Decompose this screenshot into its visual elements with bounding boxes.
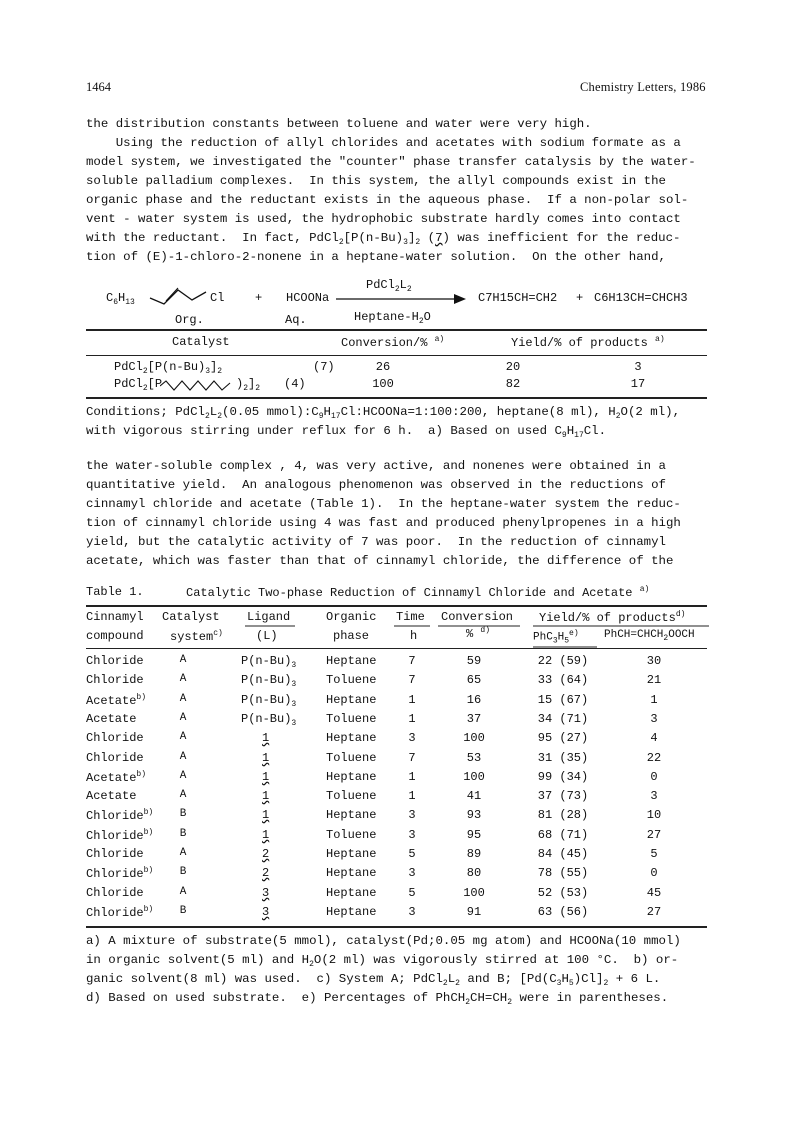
solvent-label: Heptane-$H_2O$ (354, 310, 431, 326)
ref-cell: (7) (313, 360, 335, 374)
ligand-cell: 1 (262, 789, 270, 803)
compound-cell: Chloride$^{b)}$ (86, 905, 154, 920)
table-rule (86, 926, 707, 928)
time-cell: 3 (408, 731, 416, 745)
yield-formate-cell: 0 (650, 866, 658, 880)
yield-phc3h5-cell: 81 (28) (537, 808, 589, 822)
text-line: the distribution constants between toluene and water were very high. (86, 117, 592, 131)
compound-cell: Acetate$^{b)}$ (86, 770, 147, 785)
phase-cell: Heptane (326, 886, 377, 900)
page-number: 1464 (86, 80, 111, 94)
ligand-cell: 2 (262, 847, 270, 861)
yield-phc3h5-cell: 95 (27) (537, 731, 589, 745)
aq-label: Aq. (285, 313, 307, 327)
system-cell: B (179, 808, 187, 820)
table-rule (86, 648, 707, 649)
time-cell: 7 (408, 673, 416, 687)
system-cell: A (179, 693, 187, 705)
ref-cell: (4) (284, 377, 306, 391)
time-cell: 3 (408, 866, 416, 880)
reaction-arrow-icon (336, 293, 466, 305)
yield-formate-cell: 4 (650, 731, 658, 745)
phase-cell: Heptane (326, 808, 377, 822)
yield-formate-cell: 3 (650, 789, 658, 803)
yield-cell: 82 (505, 377, 521, 391)
ligand-cell: 2 (262, 866, 270, 880)
yield-cell: 3 (634, 360, 642, 374)
col-header: Ligand (247, 610, 291, 624)
col-header: $PhC_3H_5^{e)}$ (533, 629, 579, 646)
text-line: soluble palladium complexes. In this system, the allyl compounds exist in the (86, 174, 666, 188)
phase-cell: Heptane (326, 693, 377, 707)
phase-cell: Toluene (326, 751, 377, 765)
col-header: Conversion/% $^{a)}$ (341, 335, 445, 350)
conversion-cell: 16 (466, 693, 482, 707)
conversion-cell: 93 (466, 808, 482, 822)
text-line: Using the reduction of allyl chlorides and acetates with sodium formate as a (86, 136, 681, 150)
ligand-cell: 1 (262, 770, 270, 784)
plus-sign: + (576, 291, 584, 305)
header-underline (438, 625, 520, 628)
yield-cell: 17 (630, 377, 646, 391)
compound-cell: Chloride (86, 847, 144, 861)
catalyst-cell: $PdCl_2[P(n-Bu)_3]_2$ (114, 360, 223, 376)
ligand-cell: 3 (262, 886, 270, 900)
ligand-cell: $P(n-Bu)_3$ (241, 654, 297, 670)
yield-formate-cell: 3 (650, 712, 658, 726)
text-line: tion of cinnamyl chloride using 4 was fast and produced phenylpropenes in a high (86, 516, 681, 530)
yield-cell: 20 (505, 360, 521, 374)
yield-formate-cell: 21 (646, 673, 662, 687)
table-caption-label: Table 1. (86, 585, 144, 599)
conversion-cell: 100 (463, 886, 485, 900)
conversion-cell: 100 (372, 377, 394, 391)
phase-cell: Heptane (326, 847, 377, 861)
text-line: vent - water system is used, the hydrophobic substrate hardly comes into contact (86, 212, 681, 226)
table-rule (86, 397, 707, 399)
conversion-cell: 37 (466, 712, 482, 726)
header-underline (533, 625, 709, 628)
phase-cell: Toluene (326, 828, 377, 842)
col-header: (L) (256, 629, 278, 643)
compound-cell: Chloride$^{b)}$ (86, 808, 154, 823)
col-header: Conversion (441, 610, 514, 624)
col-header: system$^{c)}$ (170, 629, 223, 644)
compound-cell: Chloride (86, 673, 144, 687)
col-header: % $^{d)}$ (466, 626, 491, 641)
phase-cell: Heptane (326, 654, 377, 668)
yield-phc3h5-cell: 22 (59) (537, 654, 589, 668)
system-cell: A (179, 886, 187, 898)
yield-formate-cell: 27 (646, 905, 662, 919)
yield-formate-cell: 30 (646, 654, 662, 668)
compound-cell: Chloride$^{b)}$ (86, 828, 154, 843)
system-cell: A (179, 751, 187, 763)
header-underline (245, 625, 295, 628)
conversion-cell: 91 (466, 905, 482, 919)
reagent: HCOONa (286, 291, 330, 305)
time-cell: 7 (408, 751, 416, 765)
system-cell: B (179, 905, 187, 917)
ligand-cell: $P(n-Bu)_3$ (241, 712, 297, 728)
footnote-line: d) Based on used substrate. e) Percentages of $PhCH_2CH=CH_2$ were in parentheses. (86, 991, 669, 1007)
compound-cell: Acetate (86, 712, 137, 726)
conversion-cell: 80 (466, 866, 482, 880)
system-cell: B (179, 866, 187, 878)
phase-cell: Heptane (326, 770, 377, 784)
time-cell: 1 (408, 712, 416, 726)
header-underline (394, 625, 430, 628)
col-header: $PhCH=CHCH_2OOCH$ (604, 629, 695, 643)
conversion-cell: 41 (466, 789, 482, 803)
yield-phc3h5-cell: 68 (71) (537, 828, 589, 842)
col-header: h (410, 629, 418, 643)
org-label: Org. (175, 313, 204, 327)
yield-formate-cell: 1 (650, 693, 658, 707)
time-cell: 3 (408, 828, 416, 842)
conversion-cell: 65 (466, 673, 482, 687)
text-line: acetate, which was faster than that of cinnamyl chloride, the difference of the (86, 554, 674, 568)
yield-phc3h5-cell: 33 (64) (537, 673, 589, 687)
text-line: organic phase and the reductant exists in the aqueous phase. If a non-polar sol- (86, 193, 689, 207)
compound-cell: Chloride (86, 654, 144, 668)
time-cell: 3 (408, 808, 416, 822)
ligand-cell: 3 (262, 905, 270, 919)
product-1: C7H15CH=CH2 (478, 291, 558, 305)
system-cell: A (179, 654, 187, 666)
text-line: tion of (E)-1-chloro-2-nonene in a heptane-water solution. On the other hand, (86, 250, 666, 264)
ligand-cell: $P(n-Bu)_3$ (241, 693, 297, 709)
col-header: Yield/% of products$^{d)}$ (539, 610, 686, 625)
text-line: model system, we investigated the "counter" phase transfer catalysis by the water- (86, 155, 696, 169)
yield-phc3h5-cell: 15 (67) (537, 693, 589, 707)
conversion-cell: 100 (463, 731, 485, 745)
polyether-chain-icon (160, 379, 234, 393)
catalyst-label: $PdCl_2L_2$ (366, 278, 412, 294)
journal-name: Chemistry Letters, 1986 (580, 80, 706, 94)
allyl-chain-icon (148, 284, 208, 306)
system-cell: A (179, 673, 187, 685)
table-rule (86, 329, 707, 331)
system-cell: A (179, 847, 187, 859)
phase-cell: Heptane (326, 731, 377, 745)
conversion-cell: 53 (466, 751, 482, 765)
text-line: the water-soluble complex , 4, was very active, and nonenes were obtained in a (86, 459, 666, 473)
yield-phc3h5-cell: 31 (35) (537, 751, 589, 765)
ligand-cell: 1 (262, 808, 270, 822)
compound-cell: Acetate (86, 789, 137, 803)
col-header: Cinnamyl (86, 610, 144, 624)
col-header: Time (396, 610, 425, 624)
yield-phc3h5-cell: 52 (53) (537, 886, 589, 900)
compound-cell: Acetate$^{b)}$ (86, 693, 147, 708)
time-cell: 5 (408, 847, 416, 861)
phase-cell: Toluene (326, 673, 377, 687)
time-cell: 3 (408, 905, 416, 919)
col-header: Catalyst (172, 335, 230, 349)
ligand-cell: 1 (262, 828, 270, 842)
compound-cell: Chloride (86, 886, 144, 900)
table-caption: Catalytic Two-phase Reduction of Cinnamyl Chloride and Acetate $^{a)}$ (186, 585, 650, 600)
footnote-line: a) A mixture of substrate(5 mmol), catalyst(Pd;0.05 mg atom) and HCOONa(10 mmol) (86, 934, 681, 948)
yield-formate-cell: 10 (646, 808, 662, 822)
table-rule (86, 355, 707, 356)
yield-formate-cell: 27 (646, 828, 662, 842)
compound-cell: Chloride (86, 731, 144, 745)
conversion-cell: 100 (463, 770, 485, 784)
col-header: phase (333, 629, 370, 643)
time-cell: 1 (408, 789, 416, 803)
ligand-cell: $P(n-Bu)_3$ (241, 673, 297, 689)
yield-formate-cell: 22 (646, 751, 662, 765)
ligand-cell: 1 (262, 731, 270, 745)
text-line: yield, but the catalytic activity of 7 was poor. In the reduction of cinnamyl (86, 535, 666, 549)
yield-phc3h5-cell: 84 (45) (537, 847, 589, 861)
col-header: compound (86, 629, 144, 643)
conversion-cell: 89 (466, 847, 482, 861)
compound-cell: Chloride (86, 751, 144, 765)
yield-phc3h5-cell: 37 (73) (537, 789, 589, 803)
text-line: cinnamyl chloride and acetate (Table 1). In the heptane-water system the reduc- (86, 497, 681, 511)
reactant-formula: $C_6H_{13}$ (106, 291, 135, 307)
conditions-line: Conditions; $PdCl_2L_2(0.05$ $mmol):C_9H_{17}Cl:HCOONa=1:100:200$, heptane(8 ml), $H_2O(2$ ml), (86, 405, 681, 421)
phase-cell: Toluene (326, 789, 377, 803)
col-header: Yield/% of products $^{a)}$ (511, 335, 665, 350)
yield-phc3h5-cell: 99 (34) (537, 770, 589, 784)
phase-cell: Heptane (326, 866, 377, 880)
compound-cell: Chloride$^{b)}$ (86, 866, 154, 881)
conversion-cell: 95 (466, 828, 482, 842)
catalyst-cell: PdCl$_2$[P (114, 377, 163, 393)
conversion-cell: 26 (375, 360, 391, 374)
yield-phc3h5-cell: 34 (71) (537, 712, 589, 726)
system-cell: A (179, 731, 187, 743)
product-2: C6H13CH=CHCH3 (594, 291, 688, 305)
time-cell: 7 (408, 654, 416, 668)
time-cell: 5 (408, 886, 416, 900)
footnote-line: in organic solvent(5 ml) and $H_2O(2$ ml) was vigorously stirred at 100 °C. b) or- (86, 953, 679, 969)
system-cell: A (179, 770, 187, 782)
yield-formate-cell: 5 (650, 847, 658, 861)
system-cell: A (179, 789, 187, 801)
phase-cell: Heptane (326, 905, 377, 919)
footnote-line: ganic solvent(8 ml) was used. c) System A; $PdCl_2L_2$ and B; $[Pd(C_3H_5)Cl]_2 + 6$ L. (86, 972, 661, 988)
col-header: Catalyst (162, 610, 220, 624)
plus-sign: + (255, 291, 263, 305)
system-cell: A (179, 712, 187, 724)
conditions-line: with vigorous stirring under reflux for 6 h. a) Based on used $C_9H_{17}Cl$. (86, 424, 607, 440)
phase-cell: Toluene (326, 712, 377, 726)
text-line: quantitative yield. An analogous phenomenon was observed in the reductions of (86, 478, 666, 492)
yield-formate-cell: 45 (646, 886, 662, 900)
conversion-cell: 59 (466, 654, 482, 668)
col-header: Organic (326, 610, 377, 624)
catalyst-cell-tail: )$_2]_2$ (236, 377, 261, 393)
ligand-cell: 1 (262, 751, 270, 765)
yield-phc3h5-cell: 78 (55) (537, 866, 589, 880)
text-line: with the reductant. In fact, $PdCl_2[P(n-Bu)_3]_2$ (7) was inefficient for the reduc- (86, 231, 681, 247)
yield-formate-cell: 0 (650, 770, 658, 784)
time-cell: 1 (408, 770, 416, 784)
reactant-cl: Cl (210, 291, 225, 305)
table-rule (86, 605, 707, 607)
time-cell: 1 (408, 693, 416, 707)
yield-phc3h5-cell: 63 (56) (537, 905, 589, 919)
system-cell: B (179, 828, 187, 840)
